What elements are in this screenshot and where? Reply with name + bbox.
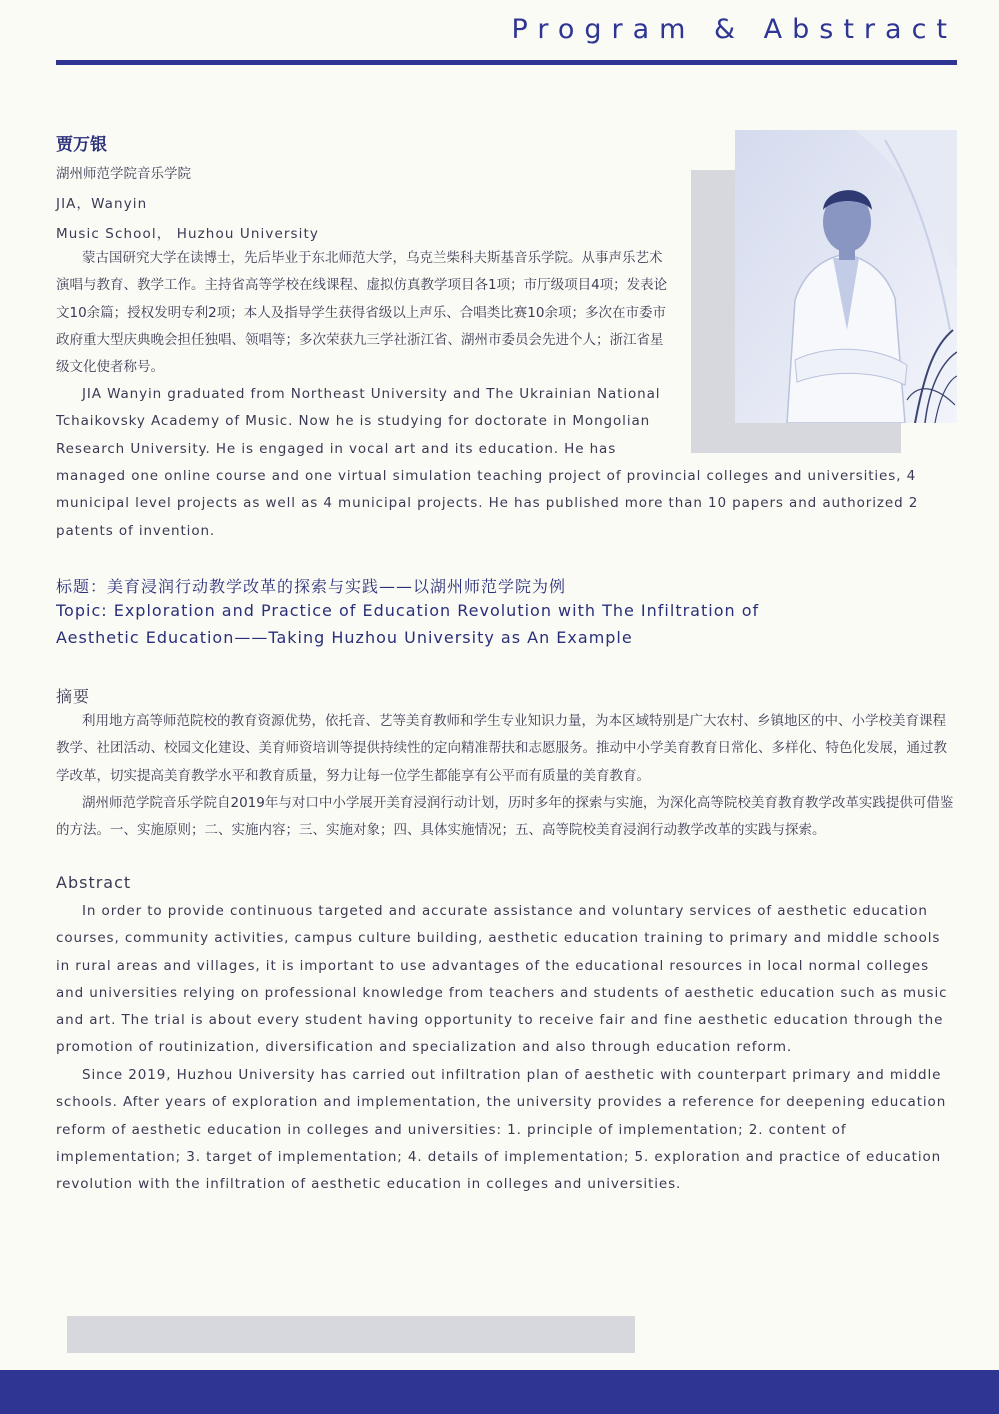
header-divider xyxy=(56,60,957,65)
speaker-name-en: JIA，Wanyin xyxy=(56,196,148,212)
speaker-affiliation-en: Music School， Huzhou University xyxy=(56,226,319,242)
footer-band xyxy=(0,1370,999,1414)
abstract-en-paragraph-1: In order to provide continuous targeted and accurate assistance and voluntary services of aesthetic education courses, community activities, campus culture building, aesthetic education training to primary and middle schools in rural areas and villages, it is important to use advantages of the educational resources in local normal colleges and universities relying on professional knowledge from teachers and students of aesthetic education such as music and art. The trial is about every student having opportunity to receive fair and fine aesthetic education through the promotion of routinization, diversification and specialization and also through education reform. xyxy=(56,903,948,1056)
speaker-name-cn: 贾万银 xyxy=(56,135,107,155)
abstract-en-heading: Abstract xyxy=(56,873,132,892)
abstract-cn-paragraph-1: 利用地方高等师范院校的教育资源优势，依托音、艺等美育教师和学生专业知识力量，为本区域特别是广大农村、乡镇地区的中、小学校美育课程教学、社团活动、校园文化建设、美育师资培训等提供持续性的定向精准帮扶和志愿服务。推动中小学美育教育日常化、多样化、特色化发展，通过教学改革，切实提高美育教学水平和教育质量，努力让每一位学生都能享有公平而有质量的美育教育。 xyxy=(56,713,947,784)
bio-paragraph-cn: 蒙古国研究大学在读博士，先后毕业于东北师范大学，乌克兰柴科夫斯基音乐学院。从事声乐艺术演唱与教育、教学工作。主持省高等学校在线课程、虚拟仿真教学项目各1项；市厅级项目4项；发表论文10余篇；授权发明专利2项；本人及指导学生获得省级以上声乐、合唱类比赛10余项；多次在市委市政府重大型庆典晚会担任独唱、领唱等；多次荣获九三学社浙江省、湖州市委员会先进个人；浙江省星级文化使者称号。 xyxy=(56,250,668,376)
speaker-portrait-photo xyxy=(735,130,957,423)
decorative-gray-bar xyxy=(67,1316,635,1353)
topic-title-cn: 标题：美育浸润行动教学改革的探索与实践——以湖州师范学院为例 xyxy=(56,577,567,596)
abstract-cn-heading: 摘要 xyxy=(56,687,91,706)
topic-title-en-line2: Aesthetic Education——Taking Huzhou University as An Example xyxy=(56,628,633,647)
topic-title-en-line1: Topic: Exploration and Practice of Education Revolution with The Infiltration of xyxy=(56,601,760,620)
abstract-cn-paragraph-2: 湖州师范学院音乐学院自2019年与对口中小学展开美育浸润行动计划，历时多年的探索与实施，为深化高等院校美育教育教学改革实践提供可借鉴的方法。一、实施原则；二、实施内容；三、实施对象；四、具体实施情况；五、高等院校美育浸润行动教学改革的实践与探索。 xyxy=(56,795,954,839)
bio-paragraph-en-continued: managed one online course and one virtual simulation teaching project of provincial colleges and universities, 4 municipal level projects as well as 4 municipal projects. He has published more than 10 papers and authorized 2 patents of invention. xyxy=(56,468,919,539)
bio-paragraph-en-wrapped: JIA Wanyin graduated from Northeast University and The Ukrainian National Tchaikovsky Academy of Music. Now he is studying for doctorate in Mongolian Research University. He is engaged in vocal art and its education. He has xyxy=(56,386,661,457)
page-header-title: Program & Abstract xyxy=(511,14,957,45)
abstract-en-paragraph-2: Since 2019, Huzhou University has carried out infiltration plan of aesthetic with counterpart primary and middle schools. After years of exploration and implementation, the university provides a reference for deepening education reform of aesthetic education in colleges and universities: 1. principle of implementation; 2. content of implementation; 3. target of implementation; 4. details of implementation; 5. exploration and practice of education revolution with the infiltration of aesthetic education in colleges and universities. xyxy=(56,1067,947,1193)
speaker-affiliation-cn: 湖州师范学院音乐学院 xyxy=(56,166,191,182)
